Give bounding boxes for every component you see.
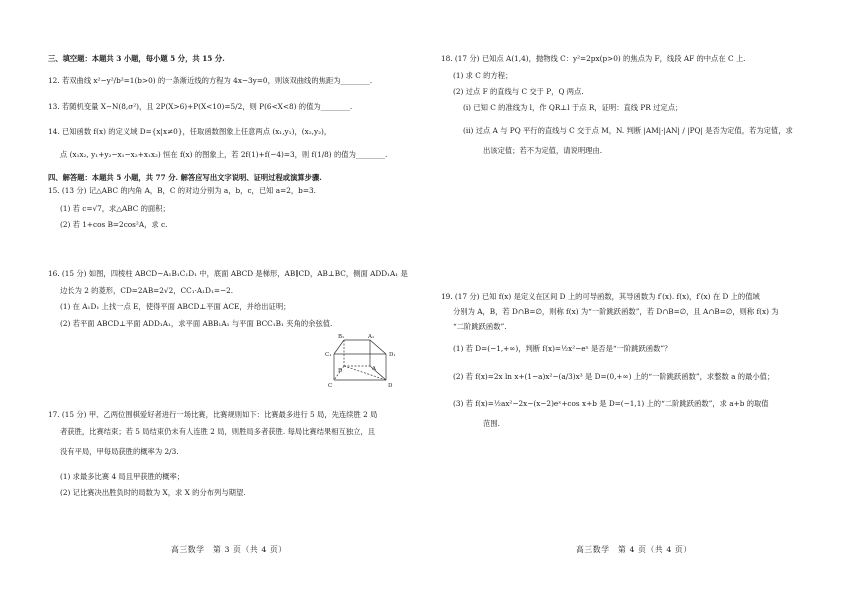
question-16-part2: (2) 若平面 ABCD⊥平面 ADD₁A₁，求平面 ABB₁A₁ 与平面 BCC₁B₁ 夹角的余弦值. — [60, 319, 333, 328]
question-18-part2: (2) 过点 F 的直线与 C 交于 P，Q 两点. — [453, 87, 584, 96]
question-19-part1: (1) 若 D=(−1,+∞)，判断 f(x)=½x²−eˣ 是否是“一阶跳跃函数”？ — [453, 344, 672, 353]
question-15-part1: (1) 若 c=√7，求△ABC 的面积； — [60, 204, 170, 213]
fig-label-c1: C₁ — [325, 352, 332, 358]
question-17-line1: 17. (15 分) 甲、乙两位围棋爱好者进行一场比赛，比赛规则如下：比赛最多进行 5 局，先连续胜 2 局 — [48, 410, 378, 419]
question-17-part1: (1) 求最多比赛 4 局且甲获胜的概率； — [60, 472, 185, 481]
question-19-part3-cont: 范围. — [483, 419, 500, 428]
question-18-part2-ii: (ii) 过点 A 与 PQ 平行的直线与 C 交于点 M，N. 判断 |AM|·|AN| / |PQ| 是否为定值，若为定值，求 — [463, 126, 793, 135]
fig-label-d1: D₁ — [389, 352, 396, 358]
section4-header: 四、解答题：本题共 5 小题，共 77 分. 解答应写出文字说明、证明过程或演算步骤. — [48, 173, 322, 182]
page-footer: 高三数学 第 4 页（共 4 页） — [576, 545, 692, 554]
question-12: 12. 若双曲线 x²−y²/b²=1(b>0) 的一条渐近线的方程为 4x−3y=0，则该双曲线的焦距为________. — [48, 76, 373, 85]
prism-figure — [320, 330, 410, 392]
question-18-stem: 18. (17 分) 已知点 A(1,4)，抛物线 C：y²=2px(p>0) 的焦点为 F，线段 AF 的中点在 C 上. — [441, 54, 746, 63]
question-18-part2-i: (i) 已知 C 的准线为 l，作 QR⊥l 于点 R，证明：直线 PR 过定点； — [463, 103, 683, 112]
question-19-line3: “二阶跳跃函数”. — [453, 322, 507, 331]
question-16-part1: (1) 在 A₁D₁ 上找一点 E，使得平面 ABCD⊥平面 ACE，并给出证明； — [60, 302, 291, 311]
question-19-line2: 分别为 A，B，若 D∩B=∅，则称 f(x) 为“一阶跳跃函数”，若 D∩B=∅，且 A∩B=∅，则称 f(x) 为 — [453, 307, 779, 316]
fig-label-b1: B₁ — [338, 334, 345, 340]
page-footer: 高三数学 第 3 页（共 4 页） — [171, 545, 287, 554]
fig-label-a: A — [372, 366, 376, 372]
question-16-line2: 边长为 2 的菱形，CD=2AB=2√2，CC₁·A₁D₁=−2. — [60, 286, 234, 295]
fig-label-b: B — [338, 368, 343, 374]
question-14-line1: 14. 已知函数 f(x) 的定义域 D={x|x≠0}，任取函数图象上任意两点 (x₁,y₁)，(x₂,y₂)， — [48, 127, 332, 136]
fig-label-a1: A₁ — [368, 334, 375, 340]
question-19-part3: (3) 若 f(x)=½ax²−2x−(x−2)eˣ+cos x+b 是 D=(−1,1) 上的“二阶跳跃函数”，求 a+b 的取值 — [453, 399, 769, 408]
question-16-line1: 16. (15 分) 如图，四棱柱 ABCD−A₁B₁C₁D₁ 中，底面 ABCD 是梯形，AB∥CD，AB⊥BC，侧面 ADD₁A₁ 是 — [48, 269, 408, 278]
question-19-part2: (2) 若 f(x)=2x ln x+(1−a)x²−(a/3)x³ 是 D=(0,+∞) 上的“一阶跳跃函数”，求整数 a 的最小值； — [453, 372, 775, 381]
question-18-part2-ii-cont: 出该定值；若不为定值，请说明理由. — [483, 146, 603, 155]
question-15-stem: 15. (13 分) 记△ABC 的内角 A，B，C 的对边分别为 a，b，c，已知 a=2，b=3. — [48, 186, 316, 195]
fig-label-d: D — [388, 383, 393, 389]
page-4 — [421, 0, 842, 596]
section3-header: 三、填空题：本题共 3 小题，每小题 5 分，共 15 分. — [48, 54, 225, 63]
question-17-line3: 没有平局，甲每局获胜的概率为 2/3. — [60, 447, 179, 456]
question-18-part1: (1) 求 C 的方程； — [453, 71, 513, 80]
question-17-part2: (2) 记比赛决出胜负时的局数为 X，求 X 的分布列与期望. — [60, 488, 246, 497]
question-19-line1: 19. (17 分) 已知 f(x) 是定义在区间 D 上的可导函数，其导函数为 f′(x). f(x)，f′(x) 在 D 上的值域 — [441, 292, 760, 301]
question-17-line2: 者获胜，比赛结束；若 5 局结束仍未有人连胜 2 局，则胜局多者获胜. 每局比赛结果相互独立，且 — [60, 427, 376, 436]
question-14-line2: 点 (x₁x₂, y₁+y₂−x₁−x₂+x₁x₂) 恒在 f(x) 的图象上，若 2f(1)+f(−4)=3，则 f(1/8) 的值为________. — [60, 150, 388, 159]
fig-label-c: C — [328, 383, 333, 389]
question-13: 13. 若随机变量 X∼N(8,σ²)，且 2P(X>6)+P(X<10)=5/2，则 P(6<X<8) 的值为________. — [48, 102, 353, 111]
question-15-part2: (2) 若 1+cos B=2cos²A，求 c. — [60, 220, 168, 229]
